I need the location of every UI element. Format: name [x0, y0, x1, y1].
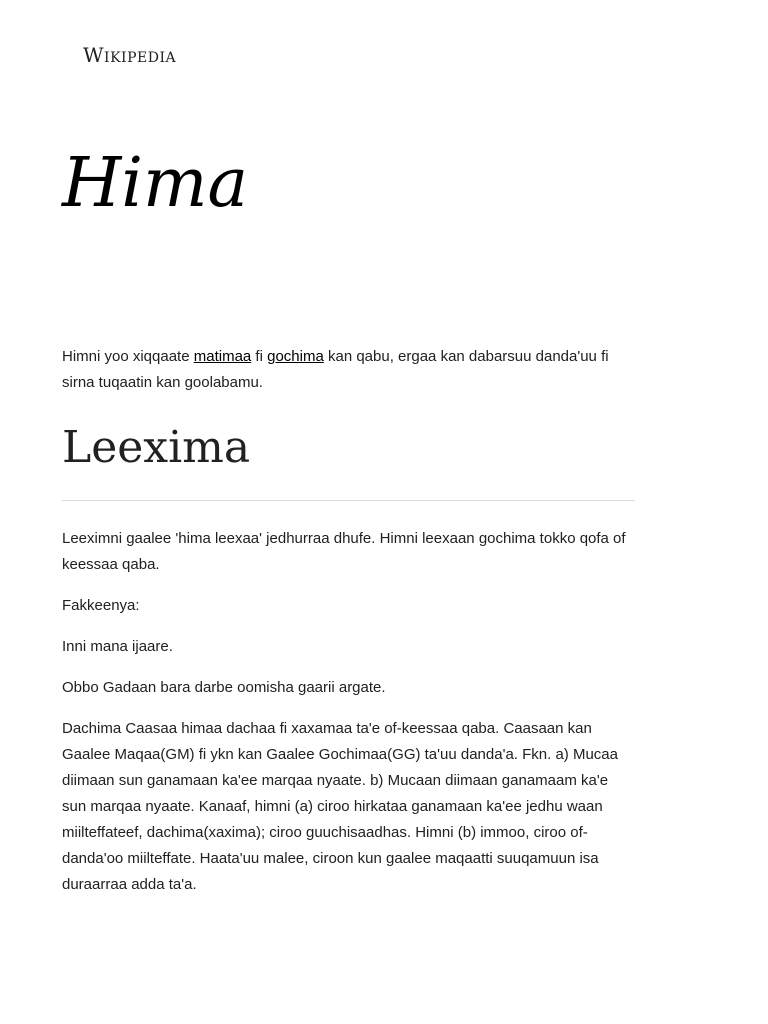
page-title: Hima [62, 144, 249, 223]
lead-text-start: Himni yoo xiqqaate [62, 348, 194, 365]
lead-text-between: fi [251, 348, 268, 365]
link-gochima[interactable]: gochima [267, 348, 324, 365]
link-matimaa[interactable]: matimaa [193, 348, 252, 365]
lead-paragraph [62, 344, 635, 396]
wikipedia-logo[interactable]: Wikipedia [83, 43, 177, 67]
paragraph-example-label: Fakkeenya: [62, 597, 140, 615]
paragraph-example-2: Obbo Gadaan bara darbe oomisha gaarii argate. [62, 679, 386, 697]
section-heading-leexima: Leexima [62, 424, 635, 501]
paragraph-definition: Leeximni gaalee 'hima leexaa' jedhurraa dhufe. Himni leexaan gochima tokko qofa of keessaa qaba. [62, 530, 626, 574]
paragraph-dachima: Dachima Caasaa himaa dachaa fi xaxamaa ta'e of-keessaa qaba. Caasaan kan Gaalee Maqaa(GM) fi ykn kan Gaalee Gochimaa(GG) ta'uu danda'a. Fkn. a) Mucaa diimaan sun ganamaan ka'ee marqaa nyaate. b) Mucaan diimaan ganamaam ka'e sun marqaa nyaate. Kanaaf, himni (a) ciroo hirkataa ganamaan ka'ee jedhu waan miilteffateef, dachima(xaxima); ciroo guuchisaadhas. Himni (b) immoo, ciroo of-danda'oo miilteffate. Haata'uu malee, ciroon kun gaalee maqaatti suuqamuun isa duraarraa adda ta'a. [62, 720, 618, 894]
paragraph-example-1: Inni mana ijaare. [62, 638, 173, 656]
article-content [62, 344, 635, 913]
section-body [62, 526, 635, 898]
lead-text-end: kan qabu, ergaa kan dabarsuu danda'uu fi sirna tuqaatin kan goolabamu. [62, 348, 609, 391]
